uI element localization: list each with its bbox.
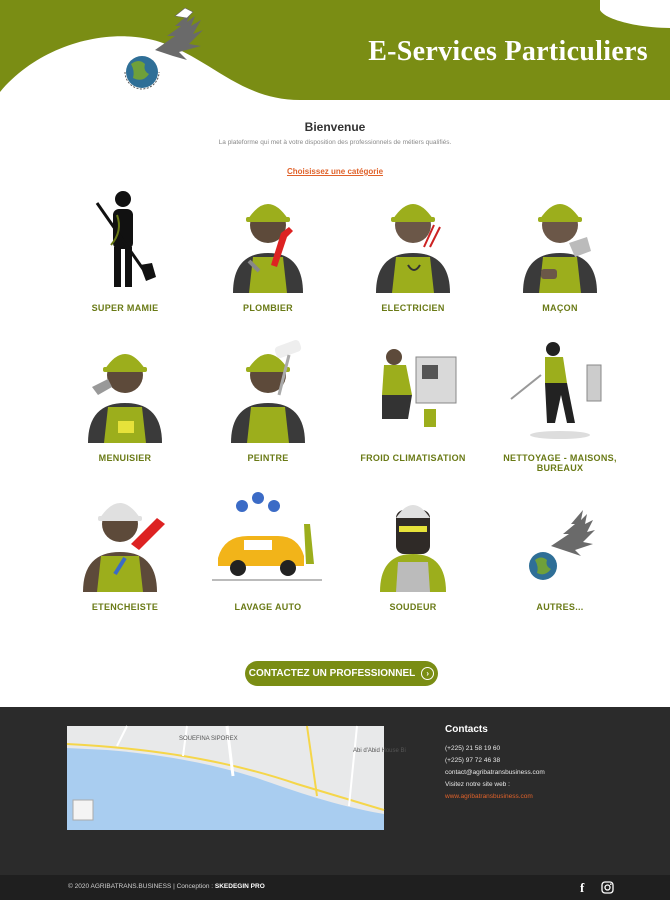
category-label: AUTRES...	[536, 602, 584, 612]
instagram-icon[interactable]	[601, 881, 614, 897]
contact-professional-button[interactable]	[245, 661, 438, 686]
map-label: Abi d'Abid House Bi	[353, 748, 406, 754]
email-link[interactable]: contact@agribatransbusiness.com	[445, 769, 545, 776]
choose-category-link[interactable]: Choisissez une catégorie	[286, 167, 384, 176]
bottom-bar	[0, 875, 670, 900]
category-etencheiste[interactable]	[50, 484, 200, 612]
category-label: NETTOYAGE - MAISONS, BUREAUX	[503, 453, 617, 473]
category-autres[interactable]	[485, 484, 635, 612]
category-soudeur[interactable]	[338, 484, 488, 612]
etencheiste-icon	[75, 484, 175, 594]
nettoyage-icon	[505, 335, 615, 445]
category-label: PEINTRE	[247, 453, 289, 463]
category-label: MENUISIER	[98, 453, 152, 463]
eagle-globe-logo-icon	[105, 2, 230, 102]
category-plombier[interactable]	[193, 185, 343, 313]
site-title: E-Services Particuliers	[368, 36, 648, 67]
site-logo[interactable]	[105, 2, 230, 102]
contacts-heading: Contacts	[445, 724, 488, 735]
category-label: MAÇON	[542, 303, 578, 313]
froid-climatisation-icon	[358, 335, 468, 445]
autres-icon	[515, 490, 605, 594]
plombier-icon	[223, 185, 313, 295]
designer-link[interactable]: SKEDEGIN PRO	[214, 883, 265, 890]
site-footer	[0, 707, 670, 875]
category-label: ELECTRICIEN	[381, 303, 445, 313]
tagline-text: La plateforme qui met à votre disposition des professionnels de métiers qualifiés.	[218, 139, 452, 146]
copyright-label: © 2020 AGRIBATRANS.BUSINESS | Conception :	[68, 883, 214, 890]
category-super-mamie[interactable]	[50, 185, 200, 313]
category-lavage-auto[interactable]	[193, 484, 343, 612]
site-header	[0, 0, 670, 110]
visit-text: Visitez notre site web :	[445, 781, 510, 788]
welcome-heading: Bienvenue	[304, 120, 366, 134]
category-label: SOUDEUR	[389, 602, 437, 612]
category-froid-climatisation[interactable]	[338, 335, 488, 463]
category-label: SUPER MAMIE	[91, 303, 159, 313]
location-map[interactable]	[67, 726, 406, 830]
category-label: ETENCHEISTE	[91, 602, 159, 612]
facebook-icon[interactable]: f	[580, 880, 585, 895]
category-label: LAVAGE AUTO	[234, 602, 302, 612]
category-menuisier[interactable]	[50, 335, 200, 463]
macon-icon	[515, 185, 605, 295]
cta-label: CONTACTEZ UN PROFESSIONNEL	[248, 668, 416, 679]
category-nettoyage[interactable]	[485, 335, 635, 473]
contacts-block	[445, 724, 545, 803]
electricien-icon	[368, 185, 458, 295]
map-graphic	[67, 726, 406, 830]
lavage-auto-icon	[208, 484, 328, 594]
category-electricien[interactable]	[338, 185, 488, 313]
menuisier-icon	[80, 335, 170, 445]
category-label: FROID CLIMATISATION	[360, 453, 466, 463]
website-link[interactable]: www.agribatransbusiness.com	[445, 793, 533, 800]
arrow-right-circle-icon: ›	[421, 667, 434, 680]
copyright-text	[68, 883, 265, 890]
soudeur-icon	[368, 484, 458, 594]
map-label: SOUEFINA SIPOREX	[179, 736, 238, 742]
category-peintre[interactable]	[193, 335, 343, 463]
category-label: PLOMBIER	[243, 303, 293, 313]
category-macon[interactable]	[485, 185, 635, 313]
phone-1[interactable]: (+225) 21 58 19 60	[445, 745, 501, 752]
super-mamie-icon	[85, 185, 165, 295]
phone-2[interactable]: (+225) 97 72 46 38	[445, 757, 501, 764]
peintre-icon	[223, 335, 313, 445]
